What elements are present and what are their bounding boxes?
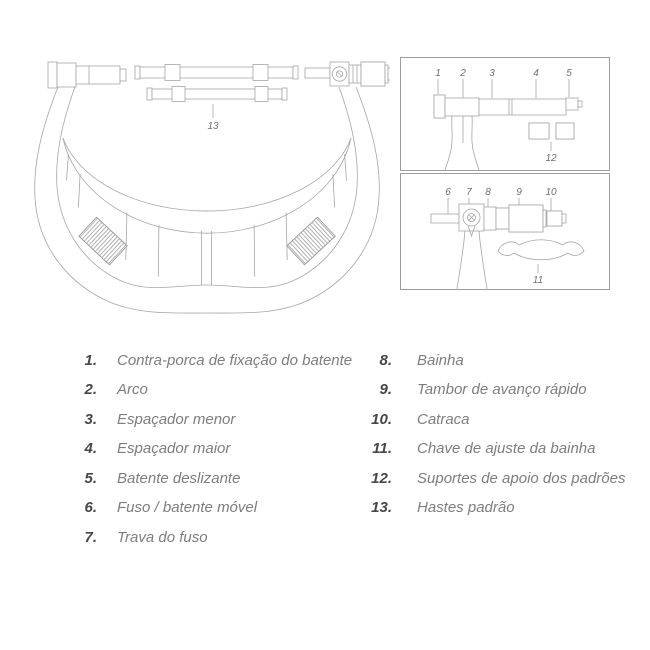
legend-number: 11.	[372, 440, 392, 457]
legend-number: 2.	[84, 381, 97, 398]
legend-number: 1.	[84, 352, 97, 369]
legend-label: Espaçador maior	[117, 440, 231, 457]
legend-number: 10.	[371, 411, 392, 428]
callout-3: 3	[489, 68, 495, 79]
legend-label: Bainha	[417, 352, 464, 369]
callout-13: 13	[207, 121, 219, 132]
micrometer-head	[305, 62, 390, 86]
legend-label: Contra-porca de fixação do batente	[117, 352, 353, 369]
legend-number: 4.	[84, 440, 97, 457]
detail-box-1	[400, 57, 610, 171]
legend-label: Fuso / batente móvel	[117, 499, 258, 516]
legend-label: Suportes de apoio dos padrões	[417, 470, 626, 487]
legend-label: Catraca	[417, 411, 470, 428]
legend-label: Espaçador menor	[117, 411, 236, 428]
standard-rod-short	[147, 87, 287, 102]
callout-11: 11	[532, 275, 544, 286]
legend-label: Hastes padrão	[417, 499, 515, 516]
callout-5: 5	[566, 68, 572, 79]
legend-label: Tambor de avanço rápido	[417, 381, 587, 398]
legend-label: Batente deslizante	[117, 470, 241, 487]
legend-label: Trava do fuso	[117, 529, 208, 546]
callout-2: 2	[460, 68, 466, 79]
legend-number: 3.	[84, 411, 97, 428]
callout-12: 12	[545, 153, 557, 164]
grip-pad-left	[79, 217, 127, 265]
legend-label: Arco	[117, 381, 148, 398]
legend-number: 6.	[84, 499, 97, 516]
legend-number: 5.	[84, 470, 97, 487]
callout-10: 10	[545, 187, 557, 198]
standard-rod-long	[135, 65, 298, 81]
legend-number: 12.	[371, 470, 392, 487]
callout-4: 4	[533, 68, 539, 79]
legend-number: 13.	[371, 499, 392, 516]
callout-1: 1	[435, 68, 441, 79]
detail-box-2	[400, 173, 610, 290]
micrometer-main-drawing	[25, 45, 390, 315]
detail-box-1-drawing	[401, 58, 609, 170]
legend-number: 9.	[379, 381, 392, 398]
callout-8: 8	[485, 187, 491, 198]
legend-label: Chave de ajuste da bainha	[417, 440, 596, 457]
callout-6: 6	[445, 187, 451, 198]
callout-9: 9	[516, 187, 522, 198]
detail-box-2-drawing	[401, 174, 609, 289]
spanner-wrench	[498, 240, 584, 260]
legend-number: 7.	[84, 529, 97, 546]
callout-7: 7	[466, 187, 472, 198]
grip-pad-right	[287, 217, 335, 265]
anvil-head	[48, 62, 126, 88]
legend-number: 8.	[379, 352, 392, 369]
